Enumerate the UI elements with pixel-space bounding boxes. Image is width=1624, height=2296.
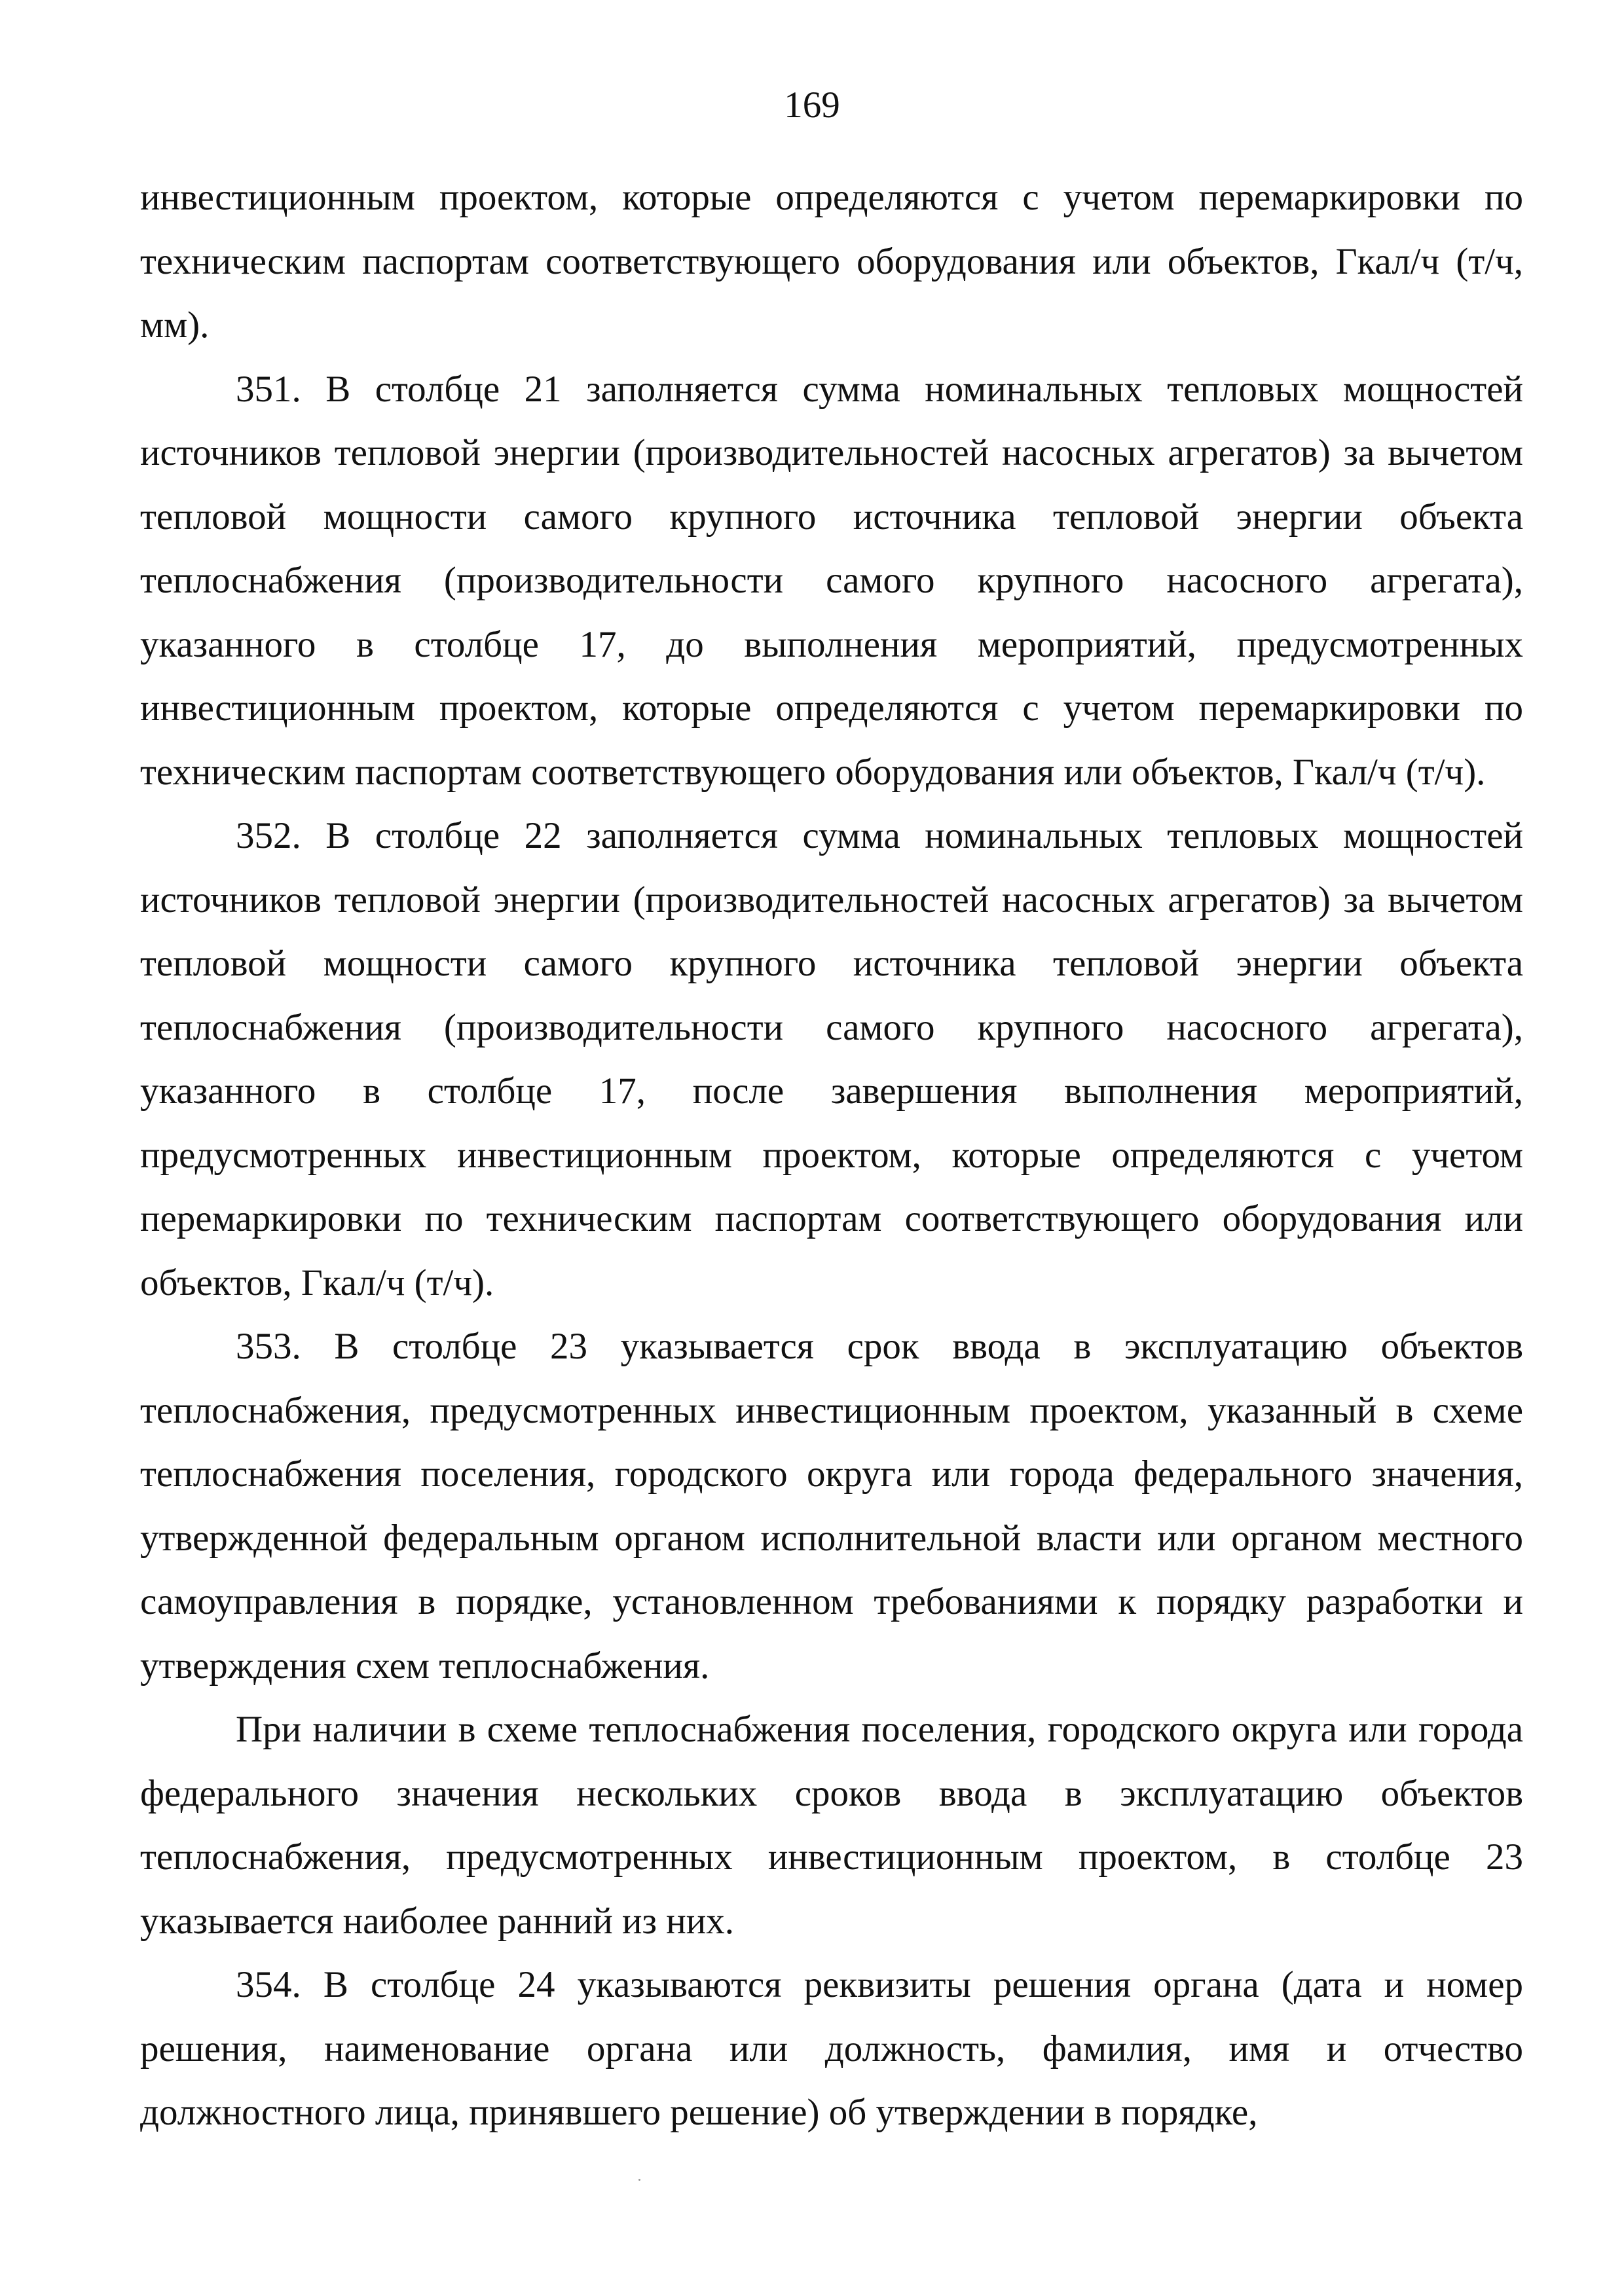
paragraph-354: 354. В столбце 24 указываются реквизиты решения органа (дата и номер решения, наименование органа или должность, фамилия, имя и отчество должностного лица, принявшего решение) об утверждении в порядке, — [140, 1964, 1523, 2133]
paragraph-351: 351. В столбце 21 заполняется сумма номинальных тепловых мощностей источников тепловой энергии (производительностей насосных агрегатов) за вычетом тепловой мощности самого крупного источника тепловой энергии объекта теплоснабжения (производительности самого крупного насосного агрегата), указанного в столбце 17, до выполнения мероприятий, предусмотренных инвестиционным проектом, которые определяются с учетом перемаркировки по техническим паспортам соответствующего оборудования или объектов, Гкал/ч (т/ч). — [140, 368, 1523, 793]
paragraph-352: 352. В столбце 22 заполняется сумма номинальных тепловых мощностей источников тепловой энергии (производительностей насосных агрегатов) за вычетом тепловой мощности самого крупного источника тепловой энергии объекта теплоснабжения (производительности самого крупного насосного агрегата), указанного в столбце 17, после завершения выполнения мероприятий, предусмотренных инвестиционным проектом, которые определяются с учетом перемаркировки по техническим паспортам соответствующего оборудования или объектов, Гкал/ч (т/ч). — [140, 815, 1523, 1303]
document-body — [140, 166, 1523, 2145]
scan-speck — [638, 2179, 640, 2181]
paragraph-353: 353. В столбце 23 указывается срок ввода в эксплуатацию объектов теплоснабжения, предусмотренных инвестиционным проектом, указанный в схеме теплоснабжения поселения, городского округа или города федерального значения, утвержденной федеральным органом исполнительной власти или органом местного самоуправления в порядке, установленном требованиями к порядку разработки и утверждения схем теплоснабжения. — [140, 1326, 1523, 1686]
paragraph-353-note: При наличии в схеме теплоснабжения поселения, городского округа или города федерального значения нескольких сроков ввода в эксплуатацию объектов теплоснабжения, предусмотренных инвестиционным проектом, в столбце 23 указывается наиболее ранний из них. — [140, 1709, 1523, 1942]
paragraph-continued: инвестиционным проектом, которые определяются с учетом перемаркировки по техническим паспортам соответствующего оборудования или объектов, Гкал/ч (т/ч, мм). — [140, 177, 1523, 346]
page-number: 169 — [784, 84, 840, 126]
